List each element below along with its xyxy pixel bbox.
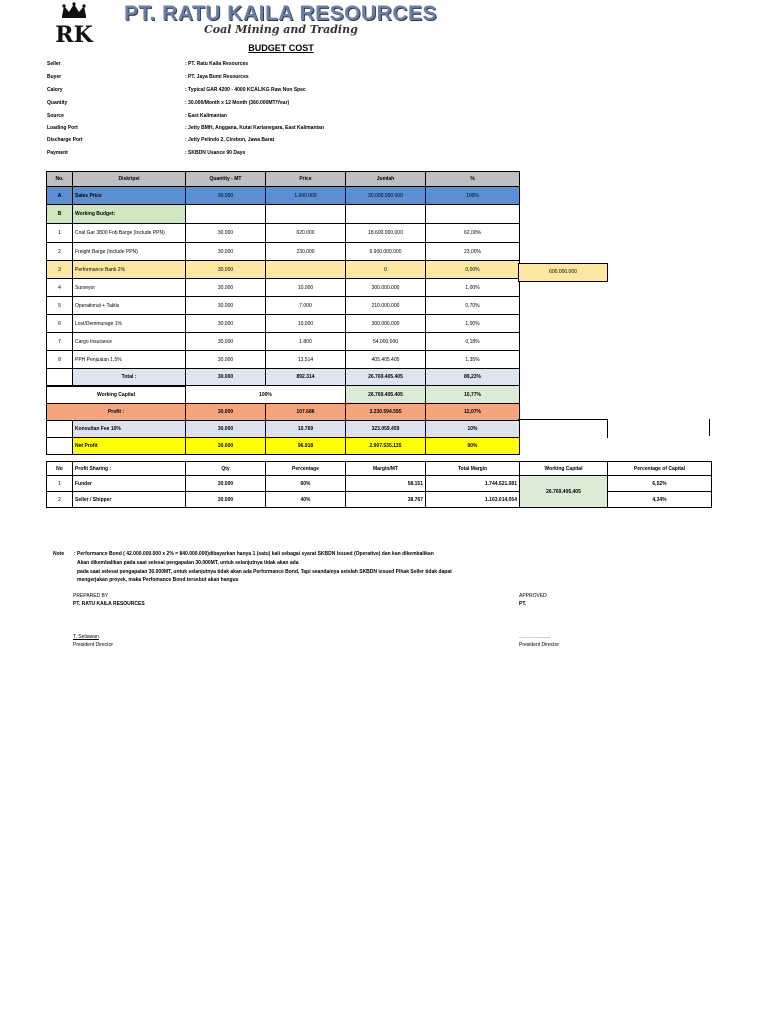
cell-amount: 26.769.405.405 [346,386,426,404]
cell-amount: 30.000.000.000 [346,187,426,205]
cell-working-capital-label: Working Capital [47,386,186,404]
cell-no: 4 [47,279,73,297]
header-quantity: Quantity - MT [186,172,266,187]
cell-description: Konsultan Fee 10% [73,421,186,438]
cell-quantity: 30.000 [186,279,266,297]
cell-total-margin: 1.163.014.054 [426,492,520,508]
performance-bond-amount: 600.000.000 [549,269,577,275]
info-label-quantity: Quantity [47,100,68,106]
approved-title: President Director [519,642,560,648]
info-label-seller: Seller [47,61,61,67]
cell-no: A [47,187,73,205]
cell-capital-percent: 6,52% [608,476,712,492]
cell-price [266,261,346,279]
cell-party: Seller / Shipper [73,492,186,508]
cell-no: 2 [47,243,73,261]
info-label-loading-port: Loading Port [47,125,78,131]
cell-quantity: 30.000 [186,421,266,438]
budget-table [46,171,520,455]
cell-percent: 100% [426,187,520,205]
header-percentage: Percentage [266,462,346,476]
company-name: PT. RATU KAILA RESOURCES [124,2,438,25]
cell-margin: 38.767 [346,492,426,508]
sharing-row [47,476,712,492]
net-profit-row [47,438,520,455]
cell-price: 10.769 [266,421,346,438]
prepared-title: President Director [73,642,114,648]
cell-quantity: 30.000 [186,369,266,386]
cell-amount: 2.907.535.135 [346,438,426,455]
cell-working-capital-percent: 100% [186,386,346,404]
cell-capital-percent: 4,34% [608,492,712,508]
budget-item-row [47,243,520,261]
cell-percentage: 60% [266,476,346,492]
document-title: BUDGET COST [248,43,314,53]
cell-amount: 26.769.405.405 [346,369,426,386]
header-no: No [47,462,73,476]
cell-qty: 30.000 [186,492,266,508]
cell-price: 13.514 [266,351,346,369]
budget-item-row [47,351,520,369]
cell-quantity: 30.000 [186,404,266,421]
info-label-discharge-port: Discharge Port [47,137,83,143]
cell-description: Coal Gar 3800 Fob Barge (Include PPN) [73,224,186,243]
note-line: Akan dikembalikan pada saat selesai pengapalan 30.000MT, untuk selanjutnya tidak akan ada [77,560,299,566]
info-value-loading-port: : Jetty BMH, Anggana, Kutai Kartanegara, East Kalimantan [185,125,325,131]
header-percentage-of-capital: Percentage of Capital [608,462,712,476]
note-line: mengerjakan proyek, maka Perfomance Bond tersebut akan hangus [77,577,239,583]
cell-quantity: 30.000 [186,297,266,315]
cell-price: 620.000 [266,224,346,243]
profit-row [47,404,520,421]
cell-party: Funder [73,476,186,492]
cell-no: 6 [47,315,73,333]
performance-bond-extra-cell [518,263,608,282]
cell-description: Working Budget: [73,205,186,224]
cell-qty: 30.000 [186,476,266,492]
cell-amount: 3.230.594.595 [346,404,426,421]
approved-label: APPROVED [519,593,547,599]
cell-price: 1.800 [266,333,346,351]
cell-description: Net Profit [73,438,186,455]
budget-item-row [47,224,520,243]
cell-quantity: 30.000 [186,315,266,333]
cell-percent: 89,23% [426,369,520,386]
cell-price: 96.918 [266,438,346,455]
cell-amount: 323.059.459 [346,421,426,438]
cell-amount: 210.000.000 [346,297,426,315]
cell-working-capital: 26.769.405.405 [520,476,608,508]
company-logo [46,2,102,46]
cell-no: 1 [47,476,73,492]
cell-percent: 90% [426,438,520,455]
header-working-capital: Working Capital [520,462,608,476]
prepared-label: PREPARED BY [73,593,109,599]
cell-percent: 0,00% [426,261,520,279]
cell-margin: 58.151 [346,476,426,492]
cell-description: Operational + Taktis [73,297,186,315]
cell-percent: 62,00% [426,224,520,243]
cell-percent [426,205,520,224]
info-value-discharge-port: : Jetty Pelindo 2, Cirebon, Jawa Barat [185,137,275,143]
cell-amount: 300.000.000 [346,315,426,333]
sales-price-row [47,187,520,205]
header-percent: % [426,172,520,187]
cell-amount: 300.000.000 [346,279,426,297]
logo-lettering: RK [55,22,93,46]
cell-no: 8 [47,351,73,369]
header-description: Diskripsi [73,172,186,187]
cell-quantity: 30.000 [186,261,266,279]
cell-total-label: Total : [73,369,186,386]
info-label-source: Source [47,113,64,119]
cell-price: 1.000.000 [266,187,346,205]
cell-percent: 0,18% [426,333,520,351]
cell-quantity [186,205,266,224]
cell-no: 5 [47,297,73,315]
cell-no: 7 [47,333,73,351]
info-value-quantity: : 30.000/Month x 12 Month (360.000MT/Year) [185,100,290,106]
info-value-calory: : Typical GAR 4200 - 4000 KCAL/KG Raw Non Spec [185,87,306,93]
prepared-name: T. Setiawan [73,634,99,640]
cell-percent: 10% [426,421,520,438]
profit-sharing-table [46,461,712,508]
header-profit-sharing: Profit Sharing : [73,462,186,476]
cell-quantity: 30.000 [186,333,266,351]
note-line: pada saat selesai pengapalan 30.000MT, untuk selanjutnya tidak akan ada Performance Bond, Tapi seandainya setelah SKBDN issued Pihak Seller tidak dapat [77,569,452,575]
company-tagline: Coal Mining and Trading [204,23,358,36]
cell-quantity: 30.000 [186,438,266,455]
cell-description: Cargo Insurance [73,333,186,351]
cell-quantity: 30.000 [186,187,266,205]
cell-price [266,205,346,224]
cell-no: 2 [47,492,73,508]
cell-quantity: 30.000 [186,224,266,243]
note-label: Note [53,551,65,557]
note-line: : Performance Bond ( 42.000.000.000 x 2% = 840.000.000)dibayarkan hanya 1 (satu) kali sebagai syarat SKBDN Issued (Operative) dan kan dikembalikan [74,551,434,557]
approved-name: ………………. [519,634,551,640]
header-margin-per-mt: Margin/MT [346,462,426,476]
cell-percentage: 40% [266,492,346,508]
cell-percent: 12,07% [426,404,520,421]
cell-price: 107.686 [266,404,346,421]
cell-amount: 54.000.000 [346,333,426,351]
cell-no: 3 [47,261,73,279]
cell-amount [346,205,426,224]
budget-item-row [47,297,520,315]
cell-percent: 10,77% [426,386,520,404]
cell-price: 230.000 [266,243,346,261]
cell-price: 10.000 [266,315,346,333]
info-value-payment: : SKBDN Usance 90 Days [185,150,246,156]
budget-item-row [47,333,520,351]
cell-price: 892.314 [266,369,346,386]
header-no: No. [47,172,73,187]
sharing-row [47,492,712,508]
cell-profit-label: Profit : [47,404,186,421]
sharing-header-row [47,462,712,476]
header-price: Price [266,172,346,187]
cell-percent: 1,00% [426,315,520,333]
header-qty: Qty [186,462,266,476]
total-row [47,369,520,386]
approved-company: PT. [519,601,527,607]
cell-description: Sales Price [73,187,186,205]
info-label-buyer: Buyer [47,74,62,80]
cell-empty [47,369,73,386]
budget-item-row [47,261,520,279]
cell-amount: 405.405.405 [346,351,426,369]
info-label-calory: Calory [47,87,63,93]
cell-description: Surveyor [73,279,186,297]
cell-quantity: 30.000 [186,243,266,261]
budget-header-row [47,172,520,187]
cell-no: B [47,205,73,224]
cell-empty [47,438,73,455]
working-budget-row [47,205,520,224]
budget-item-row [47,279,520,297]
info-label-payment: Payment [47,150,68,156]
cell-percent: 23,00% [426,243,520,261]
prepared-company: PT. RATU KAILA RESOURCES [73,601,145,607]
info-value-buyer: : PT. Jaya Bumi Resources [185,74,249,80]
cell-no: 1 [47,224,73,243]
cell-description: Performance Bank 2% [73,261,186,279]
cell-description: Freight Barge (Include PPN) [73,243,186,261]
cell-price: 10.000 [266,279,346,297]
working-capital-row [47,386,520,404]
info-value-seller: : PT. Ratu Kaila Resources [185,61,249,67]
cell-empty [47,421,73,438]
header-amount: Jumlah [346,172,426,187]
header-total-margin: Total Margin [426,462,520,476]
consultant-fee-row [47,421,520,438]
cell-description: PPH Penjualan 1,5% [73,351,186,369]
cell-percent: 0,70% [426,297,520,315]
cell-total-margin: 1.744.521.081 [426,476,520,492]
cell-description: Lost/Demmurage 1% [73,315,186,333]
cell-percent: 1,35% [426,351,520,369]
divider-line [709,419,710,436]
cell-percent: 1,00% [426,279,520,297]
cell-amount: 0 [346,261,426,279]
cell-price: 7.000 [266,297,346,315]
budget-item-row [47,315,520,333]
divider-line [518,419,608,438]
info-value-source: : East Kalimantan [185,113,227,119]
cell-quantity: 30.000 [186,351,266,369]
cell-amount: 18.600.000.000 [346,224,426,243]
cell-amount: 6.900.000.000 [346,243,426,261]
